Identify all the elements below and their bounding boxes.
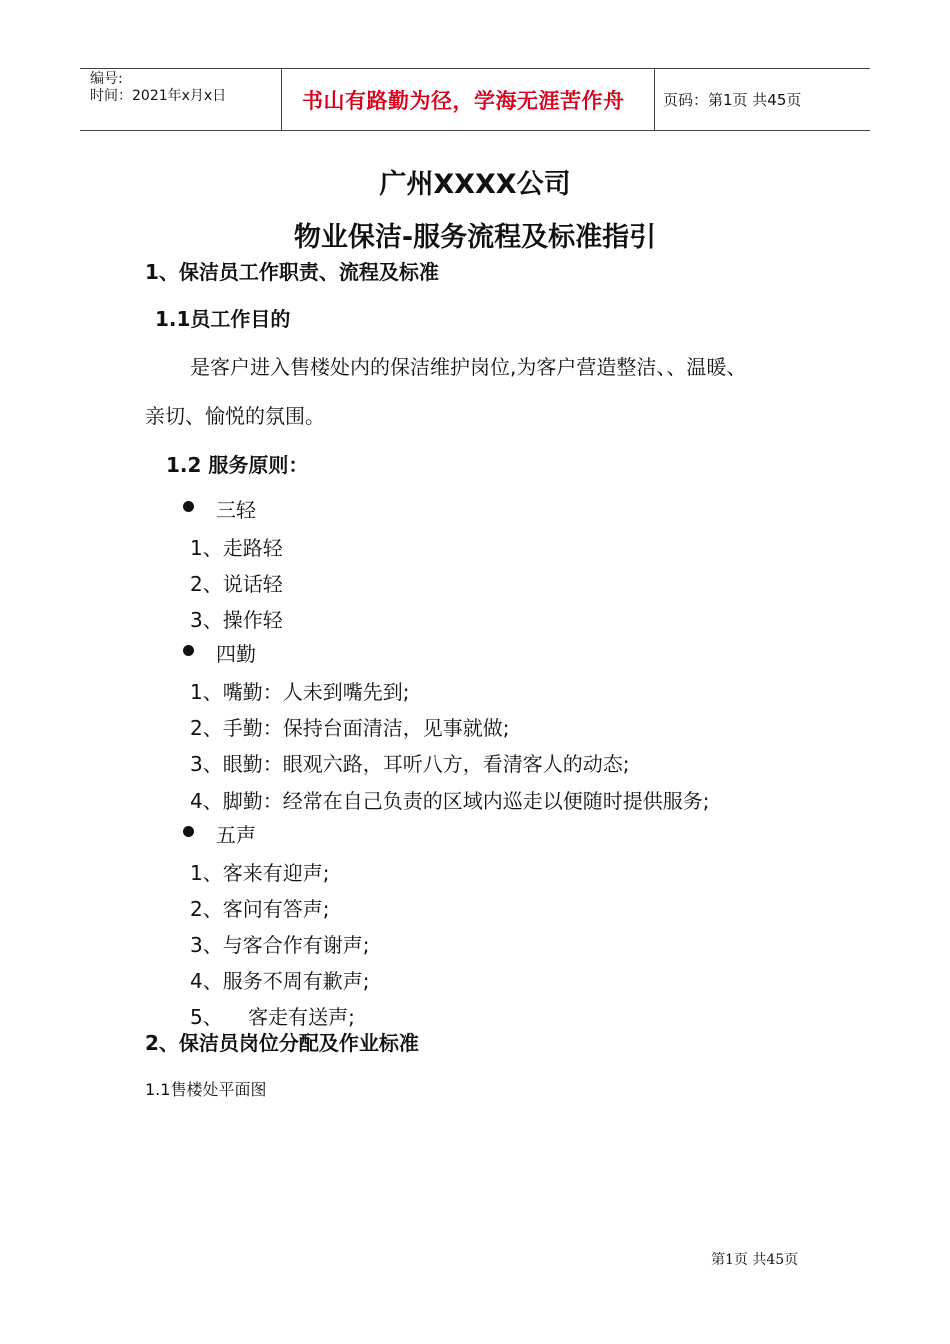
header-number: 编号: — [90, 71, 123, 87]
list-item: 1、走路轻 — [190, 536, 283, 560]
header-motto: 书山有路勤为径，学海无涯苦作舟 — [302, 88, 625, 113]
list-item: 3、眼勤：眼观六路，耳听八方，看清客人的动态; — [190, 752, 630, 776]
group-label-sanqing: 三轻 — [216, 498, 256, 522]
document-title: 物业保洁-服务流程及标准指引 — [293, 222, 657, 253]
purpose-line-1: 是客户进入售楼处内的保洁维护岗位,为客户营造整洁、、温暖、 — [190, 355, 747, 379]
bullet-icon — [183, 645, 194, 656]
subsection-1-1-heading: 1.1员工作目的 — [155, 307, 291, 331]
header-page-cell — [655, 69, 870, 130]
list-item: 3、操作轻 — [190, 608, 283, 632]
list-item: 4、脚勤：经常在自己负责的区域内巡走以便随时提供服务; — [190, 789, 710, 813]
list-item: 2、客问有答声; — [190, 897, 330, 921]
list-item: 1、客来有迎声; — [190, 861, 330, 885]
list-item: 3、与客合作有谢声; — [190, 933, 370, 957]
list-item: 1、嘴勤：人未到嘴先到; — [190, 680, 410, 704]
company-name: 广州XXXX公司 — [379, 169, 571, 200]
bullet-icon — [183, 501, 194, 512]
subsection-2-1-heading: 1.1售楼处平面图 — [145, 1080, 267, 1099]
header-page-number: 页码：第1页 共45页 — [663, 91, 802, 109]
list-item: 2、说话轻 — [190, 572, 283, 596]
section-2-heading: 2、保洁员岗位分配及作业标准 — [145, 1031, 419, 1055]
list-item: 2、手勤：保持台面清洁，见事就做; — [190, 716, 510, 740]
page-footer: 第1页 共45页 — [711, 1252, 799, 1268]
header-time: 时间：2021年x月x日 — [90, 88, 227, 104]
list-item: 5、 客走有送声; — [190, 1005, 355, 1029]
purpose-line-2: 亲切、愉悦的氛围。 — [145, 404, 325, 428]
list-item: 4、服务不周有歉声; — [190, 969, 370, 993]
page-header — [80, 68, 870, 131]
subsection-1-2-heading: 1.2 服务原则： — [166, 453, 309, 477]
group-label-wusheng: 五声 — [216, 823, 256, 847]
section-1-heading: 1、保洁员工作职责、流程及标准 — [145, 260, 439, 284]
header-motto-cell — [282, 69, 655, 130]
group-label-siqin: 四勤 — [216, 642, 256, 666]
bullet-icon — [183, 826, 194, 837]
header-left-cell — [80, 69, 282, 130]
